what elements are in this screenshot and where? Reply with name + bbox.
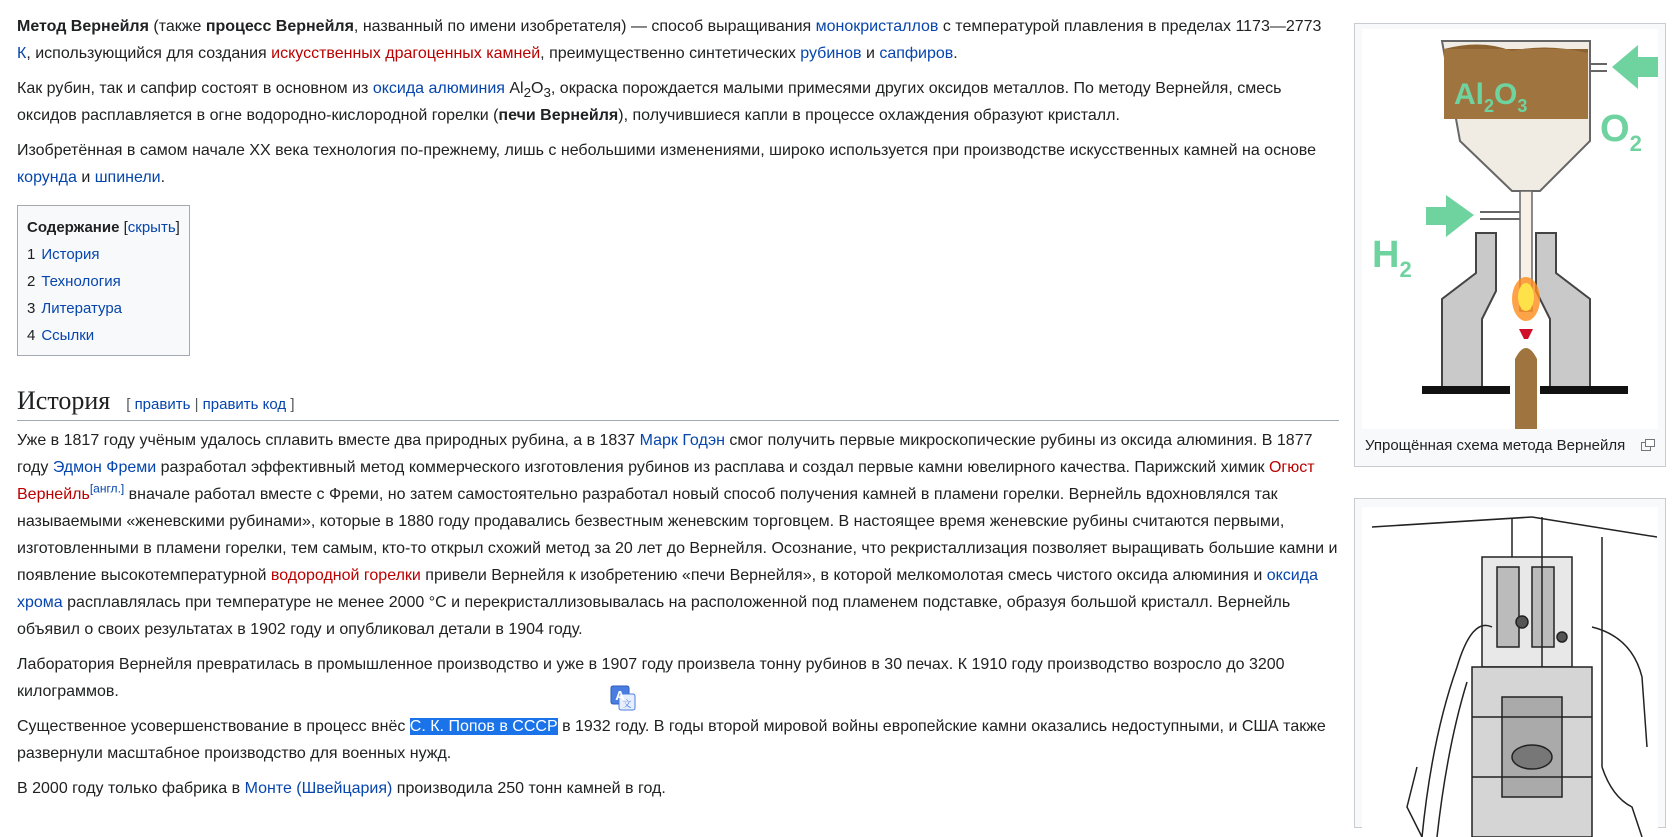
- toc-item-links[interactable]: 4 Ссылки: [27, 327, 95, 344]
- link-verneuil[interactable]: Огюст Вернейль: [17, 459, 1315, 503]
- section-heading-history: [17, 384, 1339, 421]
- edit-code-link[interactable]: править код: [202, 396, 287, 413]
- toc-item-literature[interactable]: 3 Литература: [27, 300, 123, 317]
- svg-text:A: A: [615, 688, 625, 703]
- toc-title: Содержание: [27, 219, 120, 236]
- link-kelvin[interactable]: К: [17, 45, 27, 62]
- article-content: [17, 13, 1339, 810]
- svg-text:O2: $O_2$: [1600, 108, 1642, 156]
- link-monocrystals[interactable]: монокристаллов: [815, 18, 939, 35]
- figure-verneuil-apparatus: [1354, 498, 1666, 828]
- intro-paragraph-2: Как рубин, так и сапфир состоят в основном из оксида алюминия $Al_2O_3$, окраска порождается малыми примесями других оксидов металлов. По методу Вернейля, смесь оксидов расплавляется в огне водородно-кислородной горелки (печи Вернейля), получившиеся капли в процессе охлаждения образуют кристалл.: [17, 80, 1282, 124]
- toc-header: Содержание [скрыть]: [27, 219, 180, 236]
- link-monthey[interactable]: Монте (Швейцария): [244, 780, 393, 797]
- table-of-contents: [17, 205, 190, 356]
- intro-paragraph-3: Изобретённая в самом начале XX века технология по-прежнему, лишь с небольшими изменениями, широко используется при производстве искусственных камней на основе корунда и шпинели.: [17, 142, 1317, 186]
- link-fremy[interactable]: Эдмон Фреми: [52, 459, 157, 476]
- link-alumina[interactable]: оксида алюминия: [372, 80, 505, 97]
- link-sapphires[interactable]: сапфиров: [879, 45, 954, 62]
- section-edit-links: [ править | править код ]: [126, 396, 295, 413]
- history-paragraph-1: Уже в 1817 году учёным удалось сплавить вместе два природных рубина, а в 1837 Марк Годэн смог получить первые микроскопические рубины из оксида алюминия. В 1877 году Эдмон Фреми разработал эффективный метод коммерческого изготовления рубинов из расплава и создал первые камни ювелирного качества. Парижский химик Огюст Вернейль[англ.] вначале работал вместе с Фреми, но затем самостоятельно разработал новый способ получения камней в пламени горелки. Вернейль вдохновлялся так называемыми «женевскими рубинами», которые в 1880 году продавались безвестным женевским торговцем. В настоящее время женевские рубины считаются первыми, изготовленными в пламени горелки, тем самым, кто-то открыл схожий метод за 20 лет до Вернейля. Осознание, что рекристаллизация позволяет выращивать большие камни и появление высокотемпературной водородной горелки привели Вернейля к изобретению «печи Вернейля», в которой мелкомолотая смесь чистого оксида алюминия и оксида хрома расплавлялась при температуре не менее 2000 °C и перекристаллизовывалась на расположенной под пламенем подставке, образуя большой кристалл. Вернейль объявил о своих результатах в 1902 году и опубликовал детали в 1904 году.: [17, 432, 1338, 638]
- figure-verneuil-diagram: [1354, 23, 1666, 467]
- intro-paragraph-1: Метод Вернейля (также процесс Вернейля, названный по имени изобретателя) — способ выращивания монокристаллов с температурой плавления в пределах 1173—2773 К, использующийся для создания искусственных драгоценных камней, преимущественно синтетических рубинов и сапфиров.: [17, 18, 1322, 62]
- link-english-article[interactable]: [англ.]: [89, 481, 125, 496]
- history-paragraph-3: Существенное усовершенствование в процесс внёс С. К. Попов в СССР в 1932 году. В годы второй мировой войны европейские камни оказались недоступными, и США также развернули масштабное производство для военных нужд.: [17, 718, 1326, 762]
- link-artificial-gems[interactable]: искусственных драгоценных камней: [271, 45, 541, 62]
- svg-text:Al2O3: $Al_2O_3$: [1454, 78, 1528, 116]
- history-paragraph-4: В 2000 году только фабрика в Монте (Швейцария) производила 250 тонн камней в год.: [17, 780, 666, 797]
- link-chromium-oxide[interactable]: оксида хрома: [17, 567, 1318, 611]
- article-subject-bold: Метод Вернейля: [17, 18, 149, 35]
- svg-text:文: 文: [622, 700, 632, 710]
- toc-item-technology[interactable]: 2 Технология: [27, 273, 121, 290]
- figure-caption: Упрощённая схема метода Вернейля: [1365, 437, 1626, 454]
- history-heading: История: [17, 386, 111, 415]
- history-paragraph-2: Лаборатория Вернейля превратилась в промышленное производство и уже в 1907 году произвела тонну рубинов в 30 печах. К 1910 году производство возросло до 3200 килограммов.: [17, 656, 1285, 700]
- translate-icon[interactable]: [610, 685, 637, 712]
- selected-text[interactable]: С. К. Попов в СССР: [409, 718, 558, 735]
- link-corundum[interactable]: корунда: [17, 169, 77, 186]
- magnify-icon[interactable]: [1641, 438, 1655, 450]
- svg-text:H2: $H_2$: [1372, 234, 1412, 282]
- link-hydrogen-torch[interactable]: водородной горелки: [270, 567, 421, 584]
- verneuil-diagram-image[interactable]: [1362, 29, 1658, 429]
- link-spinel[interactable]: шпинели: [94, 169, 161, 186]
- link-rubies[interactable]: рубинов: [800, 45, 862, 62]
- edit-link[interactable]: править: [134, 396, 191, 413]
- apparatus-image[interactable]: [1362, 507, 1658, 837]
- link-gaudin[interactable]: Марк Годэн: [639, 432, 725, 449]
- toc-hide-link[interactable]: скрыть: [127, 219, 176, 236]
- toc-item-history[interactable]: 1 История: [27, 246, 100, 263]
